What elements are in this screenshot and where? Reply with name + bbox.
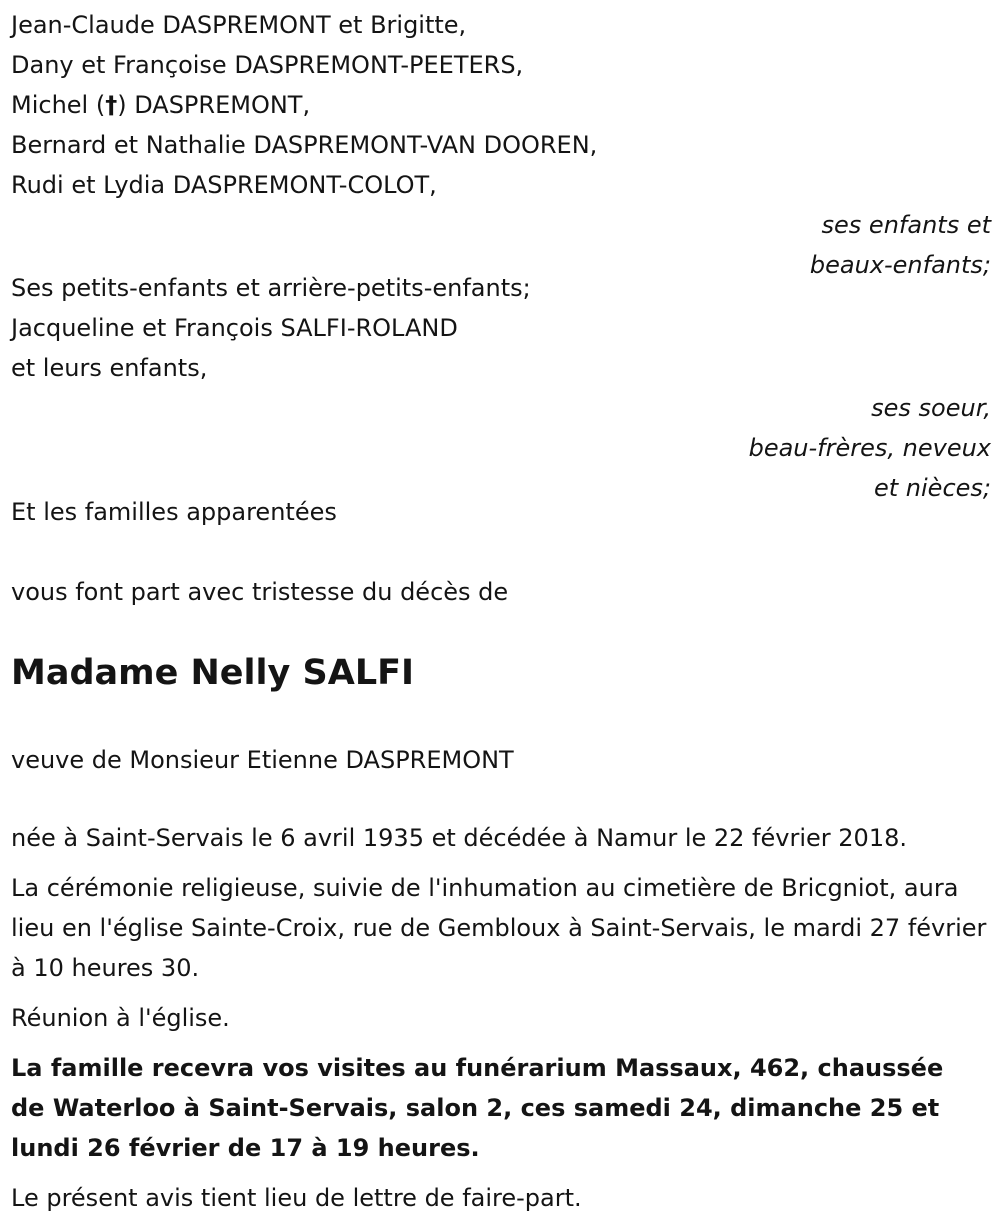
family-line: et leurs enfants, (11, 354, 208, 382)
michel-suffix: ) DASPREMONT, (117, 91, 311, 119)
cross-icon: † (105, 91, 118, 119)
relation-label: ses enfants et (821, 211, 991, 239)
family-line: Ses petits-enfants et arrière-petits-enfants; (11, 274, 531, 302)
family-line: Bernard et Nathalie DASPREMONT-VAN DOOREN, (11, 131, 598, 159)
family-line: Dany et Françoise DASPREMONT-PEETERS, (11, 51, 524, 79)
family-block-grandchildren (11, 268, 991, 508)
visits-text: La famille recevra vos visites au funérarium Massaux, 462, chaussée de Waterloo à Saint-Servais, salon 2, ces samedi 24, dimanche 25 et lundi 26 février de 17 à 19 heures. (11, 1054, 944, 1162)
meeting-text: Réunion à l'église. (11, 1004, 230, 1032)
relation-label: ses soeur, (871, 394, 991, 422)
birth-death: née à Saint-Servais le 6 avril 1935 et décédée à Namur le 22 février 2018. (11, 824, 907, 852)
deceased-name: Madame Nelly SALFI (11, 653, 415, 693)
widow-of: veuve de Monsieur Etienne DASPREMONT (11, 746, 514, 774)
michel-prefix: Michel ( (11, 91, 106, 119)
ceremony-text: La cérémonie religieuse, suivie de l'inhumation au cimetière de Bricgniot, aura lieu en l'église Sainte-Croix, rue de Gembloux à Saint-Servais, le mardi 27 février à 10 heures 30. (11, 874, 987, 982)
relation-label: beau-frères, neveux (748, 434, 991, 462)
family-line-michel (11, 85, 991, 125)
relation-label: beaux-enfants; (809, 251, 991, 279)
family-line: Jacqueline et François SALFI-ROLAND (11, 314, 458, 342)
family-line: Rudi et Lydia DASPREMONT-COLOT, (11, 171, 437, 199)
relation-label: et nièces; (874, 474, 991, 502)
family-line: Jean-Claude DASPREMONT et Brigitte, (11, 11, 467, 39)
notice-text: Le présent avis tient lieu de lettre de faire-part. (11, 1184, 582, 1212)
details (11, 818, 991, 1218)
family-block-children (11, 5, 991, 285)
announcement: vous font part avec tristesse du décès de (11, 578, 509, 606)
families-line: Et les familles apparentées (11, 498, 337, 526)
